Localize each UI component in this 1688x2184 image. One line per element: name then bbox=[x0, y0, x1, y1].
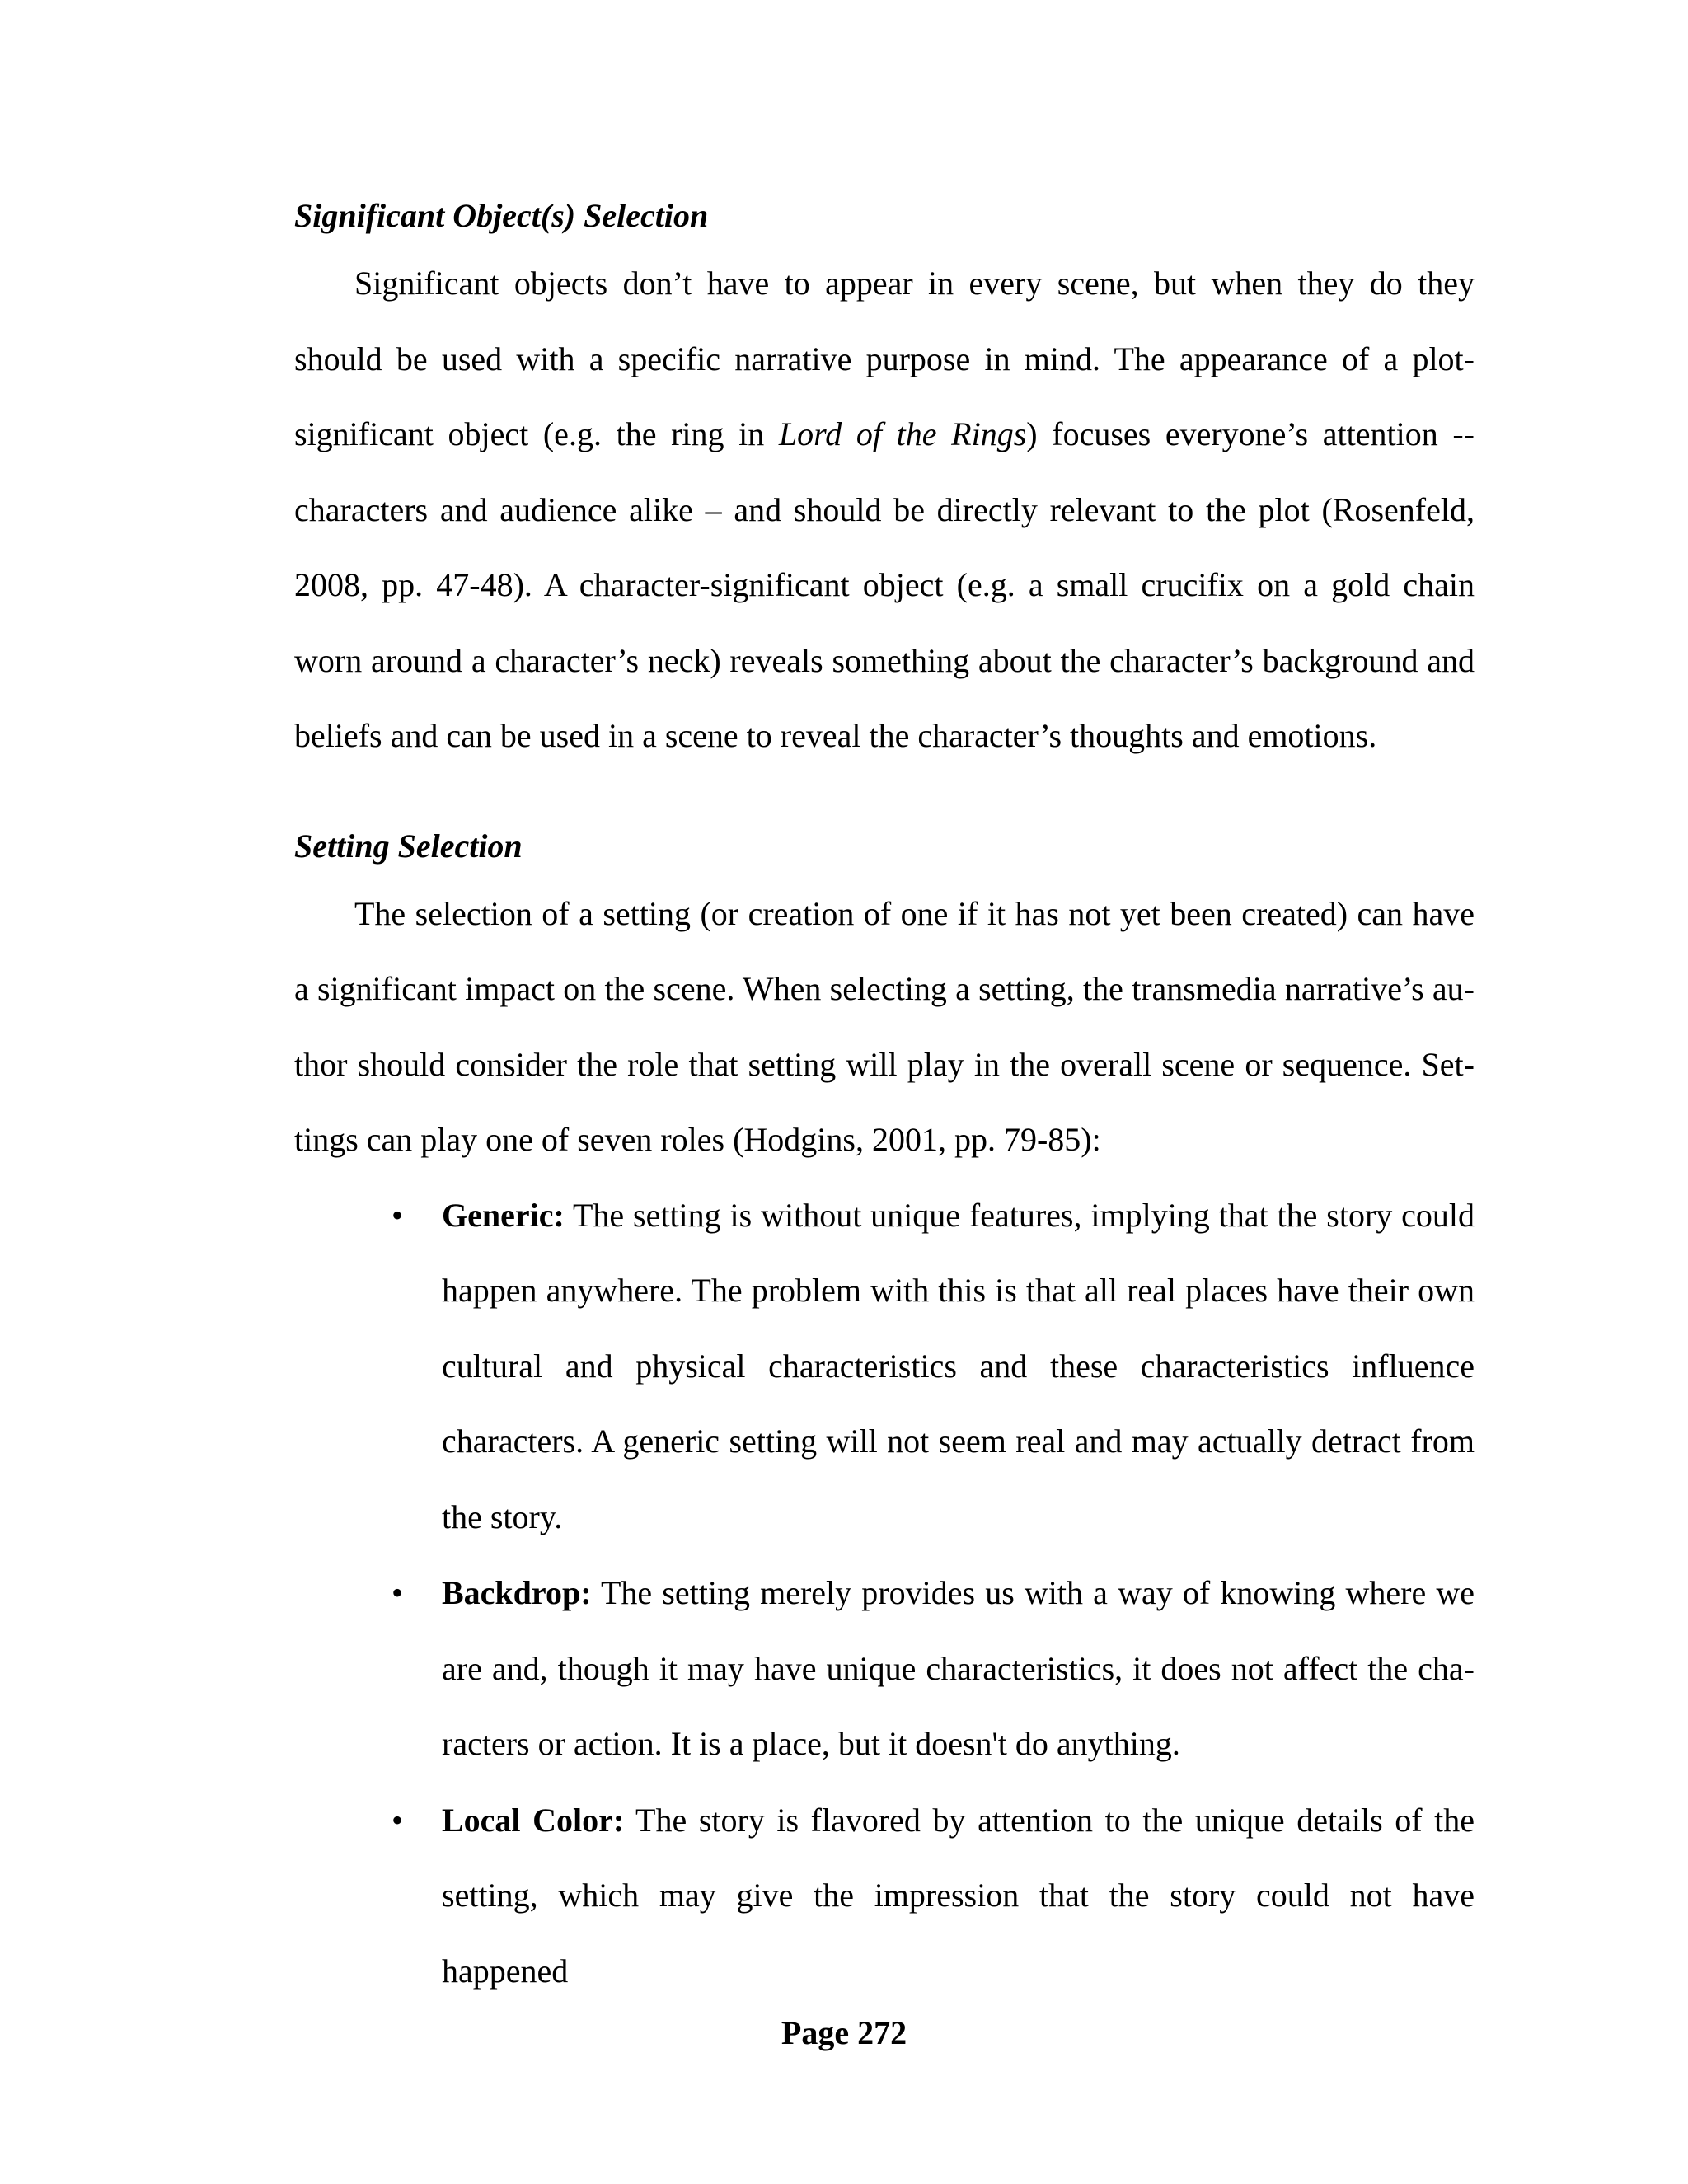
list-item-text: The story is flavored by attention to the unique details of the setting, which may give the impression that the story could not have happened bbox=[442, 1801, 1475, 1990]
book-title: Lord of the Rings bbox=[778, 415, 1027, 452]
section-heading-significant-objects: Significant Object(s) Selection bbox=[294, 197, 709, 234]
list-item-term: Backdrop: bbox=[442, 1574, 592, 1611]
page-number: Page 272 bbox=[781, 2014, 907, 2051]
paragraph-significant-objects bbox=[294, 246, 1475, 774]
section-heading-setting-selection: Setting Selection bbox=[294, 827, 523, 865]
list-item-term: Local Color: bbox=[442, 1801, 625, 1839]
page-content bbox=[294, 190, 1475, 2009]
list-item-text: The setting is without unique features, implying that the story could happen anywhere. The problem with this is that all real places have their own cultural and physical characteristics and these characteristics influence characters. A generic setting will not seem real and may actually detract from the story. bbox=[442, 1196, 1475, 1535]
list-item-term: Generic: bbox=[442, 1196, 565, 1234]
paragraph-text: ) focuses everyone’s attention -- characters and audience alike – and should be directly relevant to the plot (Rosenfeld, 2008, pp. 47-48). A character-significant object (e.g. a small crucifix on a gold chain worn around a character’s neck) reveals something about the character’s background and beliefs and can be used in a scene to reveal the character’s thoughts and emotions. bbox=[294, 415, 1475, 754]
setting-roles-list bbox=[294, 1178, 1475, 2009]
bullet-icon: • bbox=[392, 1574, 404, 1611]
list-item bbox=[294, 1783, 1475, 2009]
bullet-icon: • bbox=[392, 1196, 404, 1234]
list-item-text: The setting merely provides us with a way of knowing where we are and, though it may have unique characteristics, it does not affect the characters or action. It is a place, but it doesn't do anything. bbox=[442, 1574, 1475, 1762]
section-spacer bbox=[294, 774, 1475, 820]
paragraph-text: Significant objects don’t have to appear in every scene, but when they do they should be used with a specific narrative purpose in mind. The appearance of a plot-significant object (e.g. the ring in bbox=[294, 265, 1475, 452]
list-item bbox=[294, 1555, 1475, 1782]
list-item bbox=[294, 1178, 1475, 1555]
bullet-icon: • bbox=[392, 1801, 404, 1839]
paragraph-setting-selection: The selection of a setting (or creation of one if it has not yet been created) can have a significant impact on the scene. When selecting a setting, the transmedia narrative’s author should consider the role that setting will play in the overall scene or sequence. Settings can play one of seven roles (Hodgins, 2001, pp. 79-85): bbox=[294, 894, 1475, 1158]
